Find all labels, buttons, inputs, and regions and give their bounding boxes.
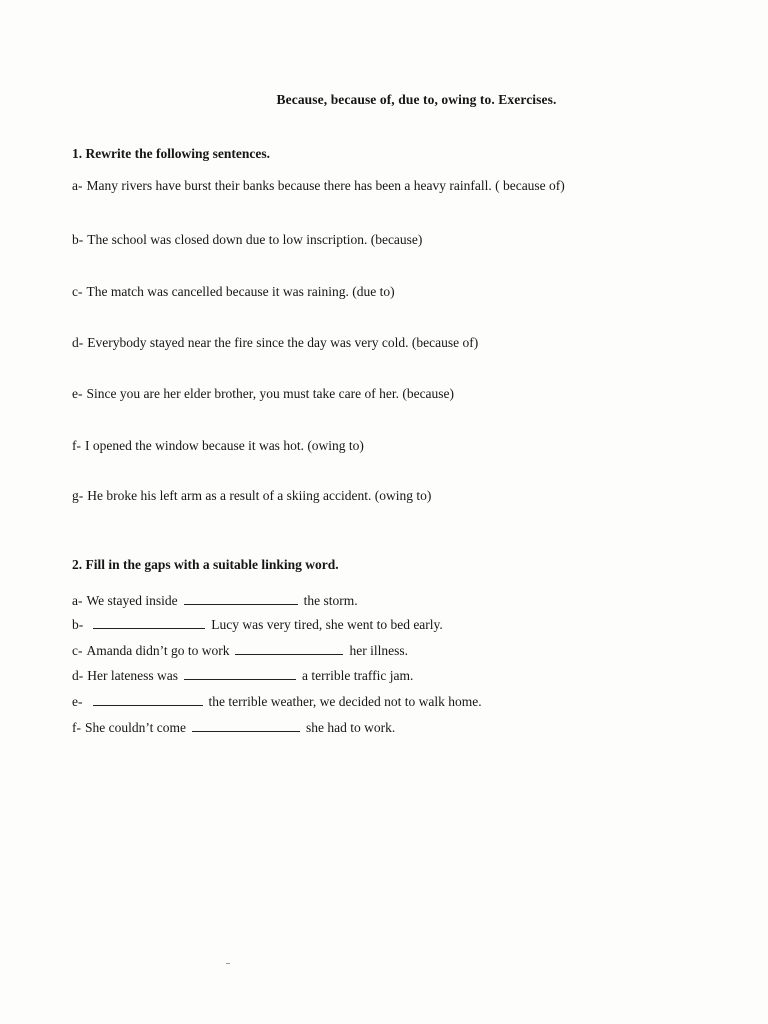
gap-item-f	[72, 720, 395, 736]
item-text-after: the storm.	[303, 593, 358, 608]
rewrite-item-f	[72, 438, 364, 454]
rewrite-item-d	[72, 335, 478, 351]
item-text-before: Her lateness was	[87, 668, 178, 683]
worksheet-title: Because, because of, due to, owing to. Exercises.	[276, 92, 557, 107]
rewrite-item-c	[72, 284, 395, 300]
item-label: b-	[72, 232, 84, 247]
section-2-heading: 2. Fill in the gaps with a suitable linking word.	[72, 557, 339, 572]
item-text-before: She couldn’t come	[85, 720, 186, 735]
item-text: Since you are her elder brother, you must take care of her. (because)	[86, 386, 455, 401]
item-text-after: the terrible weather, we decided not to walk home.	[208, 694, 482, 709]
answer-blank[interactable]	[192, 720, 300, 732]
rewrite-item-a	[72, 178, 565, 194]
item-text-before: We stayed inside	[86, 593, 178, 608]
item-label: g-	[72, 488, 84, 503]
section-1-heading: 1. Rewrite the following sentences.	[72, 146, 270, 161]
item-text: The school was closed down due to low inscription. (because)	[87, 232, 423, 247]
gap-item-e	[72, 694, 482, 710]
item-text-after: a terrible traffic jam.	[301, 668, 414, 683]
gap-item-b	[72, 617, 443, 633]
item-label: e-	[72, 386, 83, 401]
answer-blank[interactable]	[93, 617, 205, 629]
item-label: a-	[72, 593, 83, 608]
item-label: b-	[72, 617, 84, 632]
rewrite-item-b	[72, 232, 422, 248]
answer-blank[interactable]	[184, 668, 296, 680]
item-label: a-	[72, 178, 83, 193]
item-text: The match was cancelled because it was raining. (due to)	[86, 284, 395, 299]
item-label: c-	[72, 284, 83, 299]
item-label: f-	[72, 438, 81, 453]
answer-blank[interactable]	[184, 593, 298, 605]
gap-item-d	[72, 668, 413, 684]
item-label: d-	[72, 668, 84, 683]
item-text-before: Amanda didn’t go to work	[86, 643, 230, 658]
gap-item-a	[72, 593, 358, 609]
item-text: I opened the window because it was hot. (owing to)	[85, 438, 364, 453]
item-text: Everybody stayed near the fire since the day was very cold. (because of)	[87, 335, 479, 350]
item-label: c-	[72, 643, 83, 658]
rewrite-item-e	[72, 386, 454, 402]
item-text: He broke his left arm as a result of a skiing accident. (owing to)	[87, 488, 432, 503]
item-label: e-	[72, 694, 83, 709]
item-text: Many rivers have burst their banks because there has been a heavy rainfall. ( because of)	[86, 178, 565, 193]
item-text-after: Lucy was very tired, she went to bed early.	[211, 617, 443, 632]
item-text-after: she had to work.	[305, 720, 396, 735]
rewrite-item-g	[72, 488, 431, 504]
item-text-after: her illness.	[349, 643, 408, 658]
answer-blank[interactable]	[235, 643, 343, 655]
scan-speck	[226, 963, 230, 964]
item-label: f-	[72, 720, 81, 735]
item-label: d-	[72, 335, 84, 350]
answer-blank[interactable]	[93, 694, 203, 706]
gap-item-c	[72, 643, 408, 659]
